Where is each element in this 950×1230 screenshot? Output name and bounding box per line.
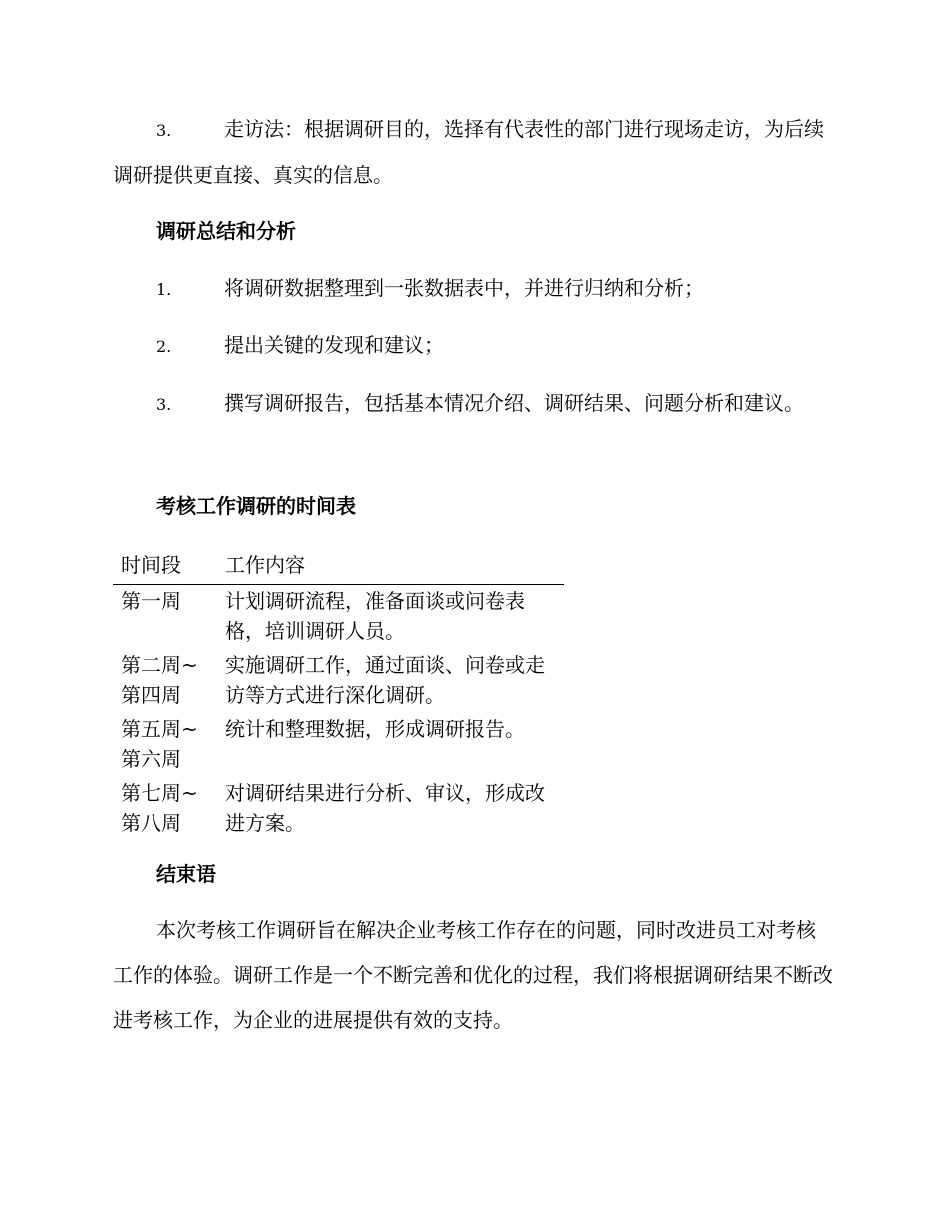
period-cell: 第五周~第六周 xyxy=(121,717,198,771)
table-row xyxy=(113,649,564,713)
content-cell: 计划调研流程，准备面谈或问卷表格，培训调研人员。 xyxy=(225,589,525,643)
method-item-number: 3. xyxy=(156,121,172,140)
summary-item-number: 3. xyxy=(156,395,172,414)
summary-item-text: 将调研数据整理到一张数据表中，并进行归纳和分析； xyxy=(224,276,704,300)
period-cell: 第七周~第八周 xyxy=(121,781,198,835)
summary-item-3 xyxy=(113,381,833,427)
schedule-heading: 考核工作调研的时间表 xyxy=(156,494,356,518)
table-row xyxy=(113,585,564,650)
conclusion-text: 本次考核工作调研旨在解决企业考核工作存在的问题，同时改进员工对考核工作的体验。调研工作是一个不断完善和优化的过程，我们将根据调研结果不断改进考核工作，为企业的进展提供有效的支持。 xyxy=(113,918,833,1032)
summary-heading: 调研总结和分析 xyxy=(156,219,296,243)
summary-item-text: 撰写调研报告，包括基本情况介绍、调研结果、问题分析和建议。 xyxy=(224,391,804,415)
summary-item-1 xyxy=(113,266,833,312)
conclusion-paragraph xyxy=(113,908,833,1043)
summary-item-text: 提出关键的发现和建议； xyxy=(224,333,444,357)
table-row xyxy=(113,777,564,841)
period-cell: 第一周 xyxy=(121,589,181,613)
period-cell: 第二周~第四周 xyxy=(121,653,198,707)
conclusion-heading: 结束语 xyxy=(156,862,216,886)
content-cell: 统计和整理数据，形成调研报告。 xyxy=(225,717,525,741)
column-header-period: 时间段 xyxy=(113,548,217,585)
summary-item-2 xyxy=(113,323,833,369)
content-cell: 实施调研工作，通过面谈、问卷或走访等方式进行深化调研。 xyxy=(225,653,545,707)
summary-item-number: 2. xyxy=(156,337,172,356)
content-cell: 对调研结果进行分析、审议，形成改进方案。 xyxy=(225,781,545,835)
column-header-content: 工作内容 xyxy=(217,548,564,585)
summary-item-number: 1. xyxy=(156,280,172,299)
method-item-text: 走访法：根据调研目的，选择有代表性的部门进行现场走访，为后续调研提供更直接、真实的信息。 xyxy=(113,117,824,187)
method-item-3 xyxy=(113,107,833,198)
schedule-table xyxy=(113,548,564,841)
table-header-row xyxy=(113,548,564,585)
table-row xyxy=(113,713,564,777)
